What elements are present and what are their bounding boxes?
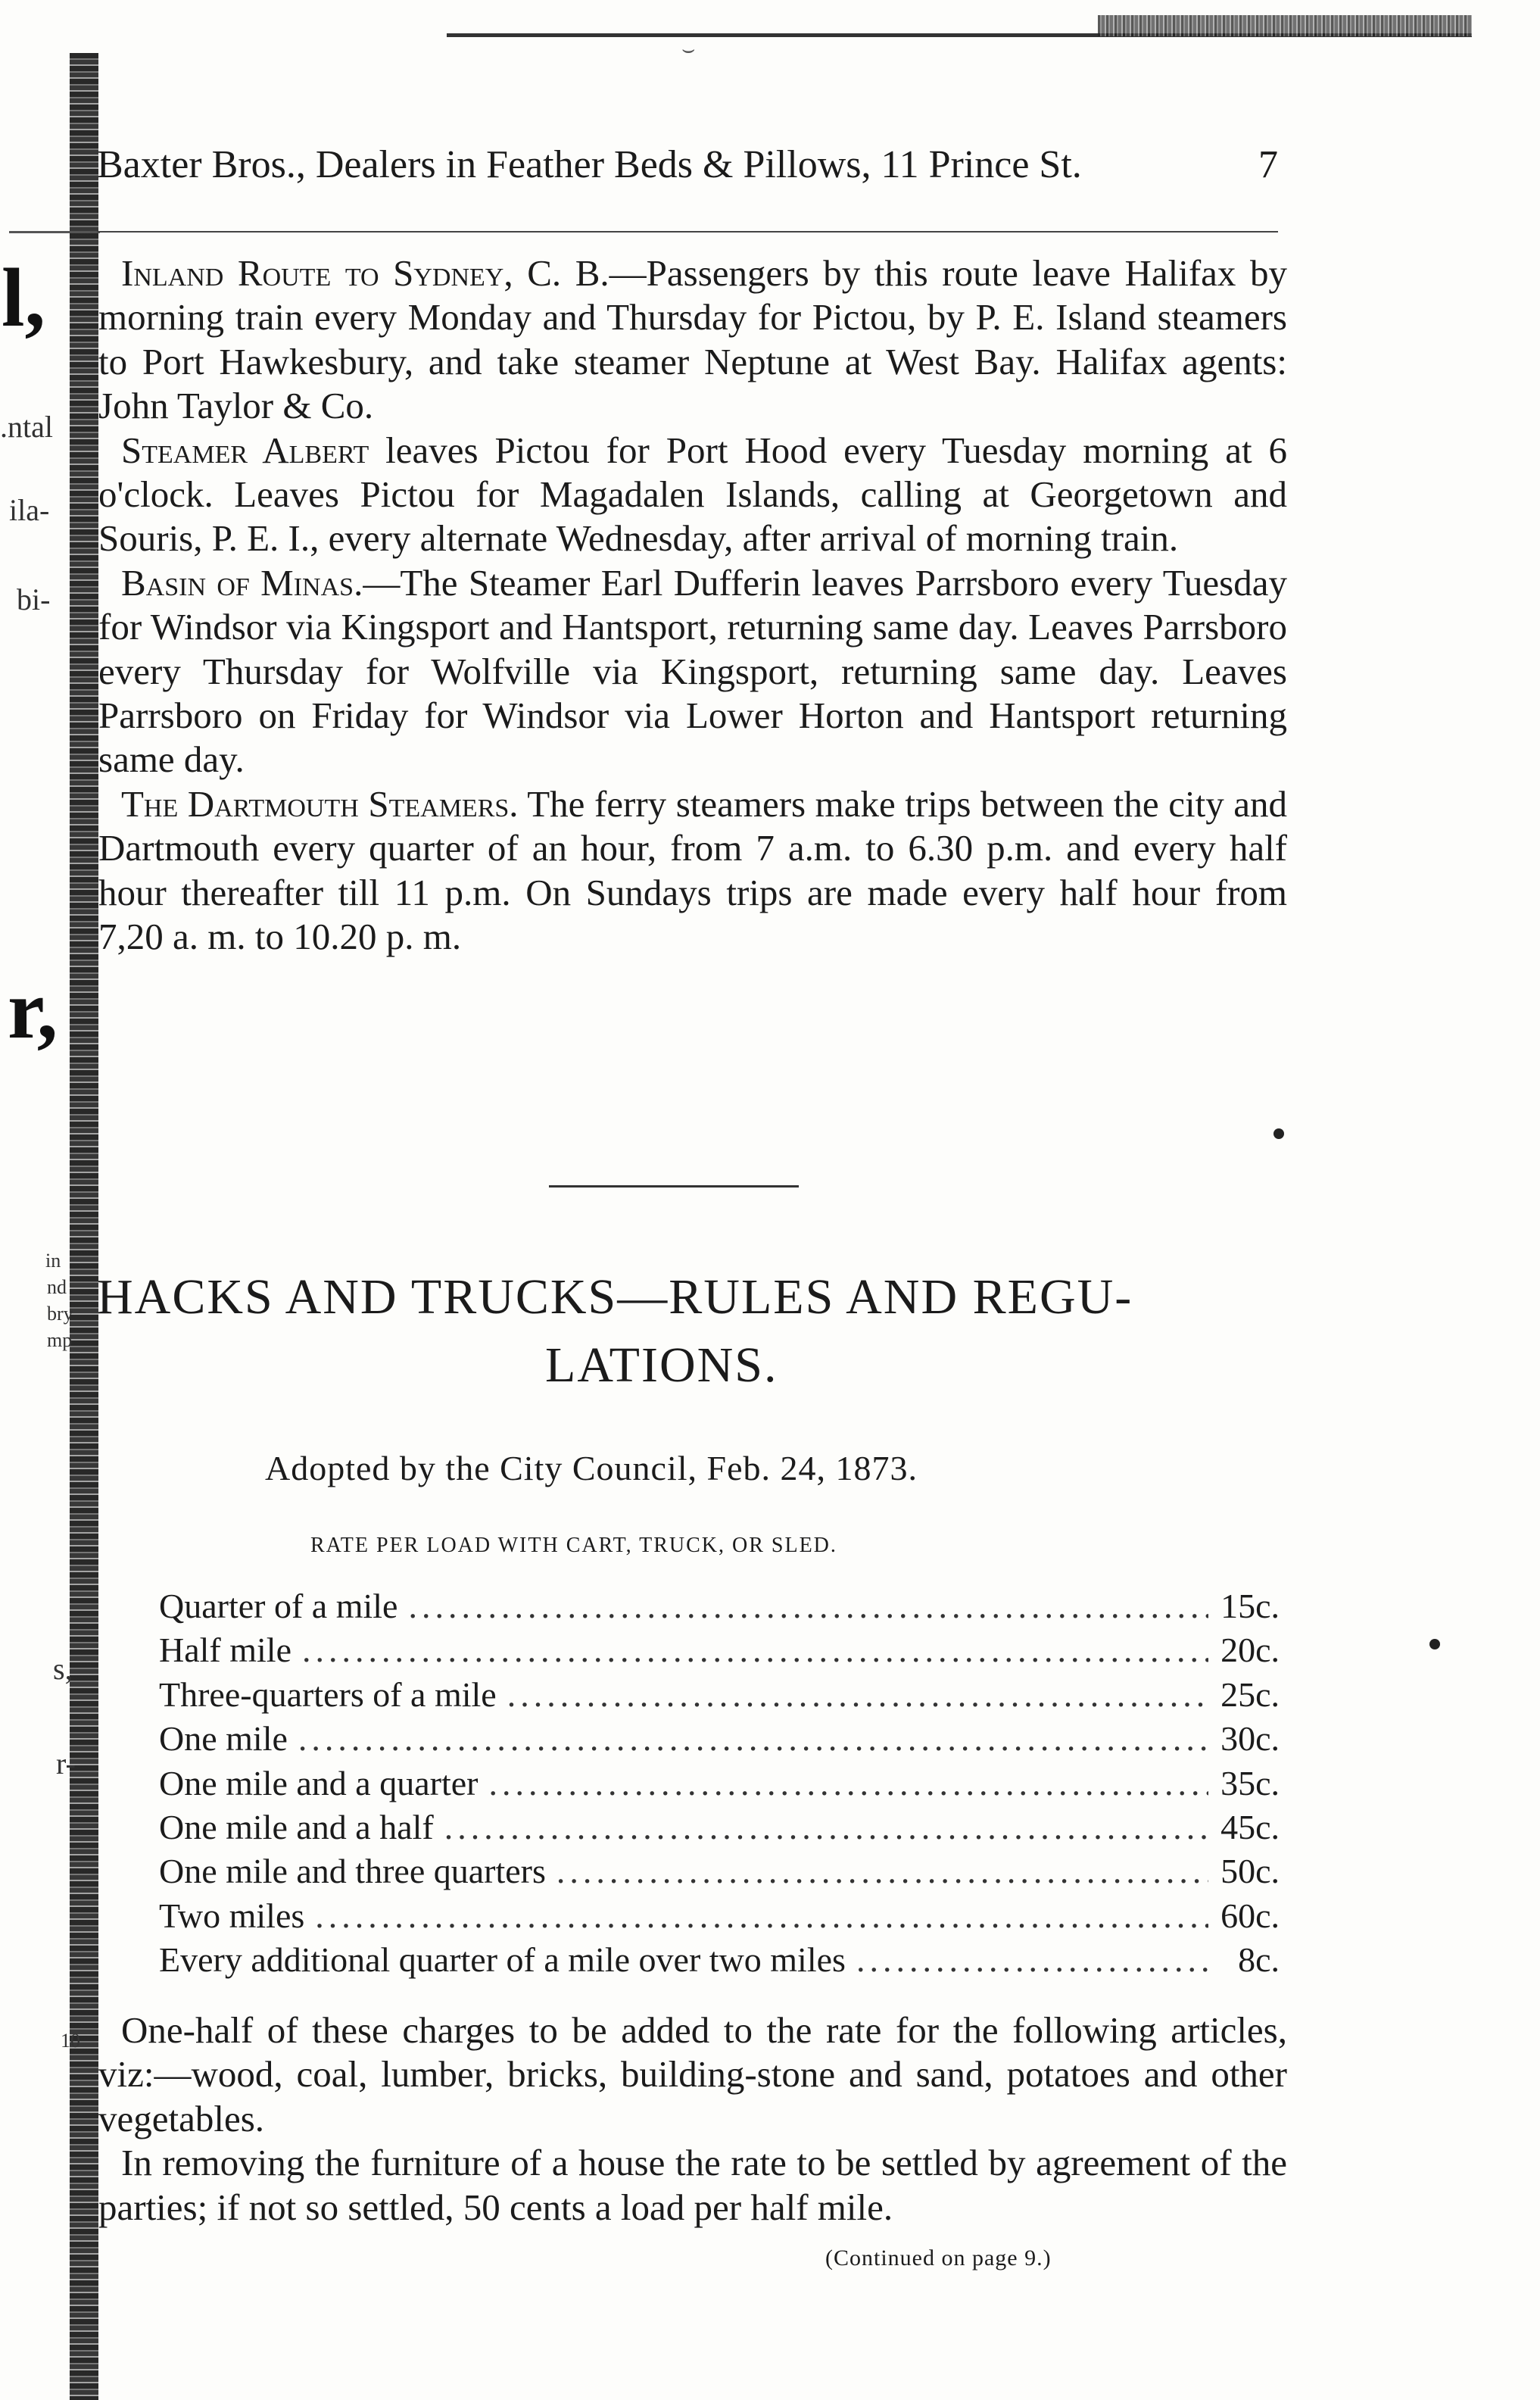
rate-table-heading: RATE PER LOAD WITH CART, TRUCK, OR SLED. [310,1534,837,1557]
rate-notes [98,2008,1287,2230]
routes-section [98,251,1287,960]
leader-dots [556,1851,1208,1891]
route-text: leaves Pictou for Port Hood every Tuesday morning at 6 o'clock. Leaves Pictou for Magadalen Islands, calling at Georgetown and Souris, P. E. I., every alternate Wednesday, after arrival of morning train. [98,429,1287,560]
top-torn-edge [1098,15,1472,36]
margin-fragment: .ntal [0,410,53,444]
leader-dots [856,1940,1208,1980]
route-paragraph [98,561,1287,782]
continued-notice: (Continued on page 9.) [825,2246,1052,2270]
rate-table [159,1586,1280,1984]
note-paragraph: In removing the furniture of a house the rate to be settled by agreement of the parties; if not so settled, 50 cents a load per half mile. [98,2142,1287,2228]
running-header [97,142,1278,187]
rate-label: One mile and a half [159,1807,434,1846]
route-paragraph [98,251,1287,429]
rate-price: 15c. [1220,1587,1280,1625]
margin-fragment: r, [8,963,58,1056]
route-text: —The Steamer Earl Dufferin leaves Parrsboro every Tuesday for Windsor via Kingsport and Hantsport, returning same day. Leaves Parrsboro every Thursday for Wolfville via Kingsport, returning same day. Leaves Parrsboro on Friday for Windsor via Lower Horton and Hantsport returning same day. [98,561,1287,781]
route-text: —Passengers by this route leave Halifax by morning train every Monday and Thursday for Pictou, by P. E. Island steamers to Port Hawkesbury, and take steamer Neptune at West Bay. Halifax agents: John Taylor & Co. [98,252,1287,427]
leader-dots [298,1718,1208,1759]
margin-fragment: 10 [61,2030,80,2052]
section-separator [549,1185,799,1188]
rate-row [159,1896,1280,1940]
ink-blot [1429,1639,1440,1649]
rate-price: 50c. [1220,1852,1280,1891]
rate-row [159,1674,1280,1718]
margin-fragment: ila- [9,493,50,527]
margin-fragment: l, [2,251,46,344]
header-advertisement: Baxter Bros., Dealers in Feather Beds & Pillows, 11 Prince St. [97,143,1082,186]
margin-fragment: nd [47,1276,67,1298]
page-number: 7 [1258,143,1278,186]
rate-label: Every additional quarter of a mile over two miles [159,1940,846,1980]
route-heading: The Dartmouth Steamers. [121,782,519,825]
rate-label: Quarter of a mile [159,1587,398,1625]
rate-row [159,1807,1280,1851]
header-rule [97,231,1278,233]
route-paragraph [98,429,1287,561]
section-title-line1: HACKS AND TRUCKS—RULES AND REGU- [97,1269,1133,1325]
leader-dots [315,1896,1208,1936]
note-paragraph: One-half of these charges to be added to the rate for the following articles, viz:—wood, coal, lumber, bricks, building-stone and sand, potatoes and other vegetables. [98,2009,1287,2139]
leader-dots [507,1674,1208,1715]
rate-label: Half mile [159,1631,291,1670]
route-heading: Steamer Albert [121,429,369,471]
rate-label: One mile and a quarter [159,1763,479,1802]
margin-fragment: s, [53,1652,73,1686]
rate-row [159,1940,1280,1983]
route-text: The ferry steamers make trips between the city and Dartmouth every quarter of an hour, from 7 a.m. to 6.30 p.m. and every half hour thereafter till 11 p.m. On Sundays trips are made every half hour from 7,20 a. m. to 10.20 p. m. [98,782,1287,958]
rate-row [159,1718,1280,1762]
rate-price: 60c. [1220,1896,1280,1935]
rate-price: 20c. [1220,1631,1280,1670]
adoption-note: Adopted by the City Council, Feb. 24, 1873. [265,1449,918,1487]
rate-row [159,1763,1280,1807]
rate-price: 25c. [1220,1674,1280,1714]
rate-label: One mile [159,1719,288,1759]
rate-label: Two miles [159,1896,305,1935]
route-paragraph [98,782,1287,960]
top-ornament: ⌣ [681,36,696,61]
rate-label: Three-quarters of a mile [159,1674,497,1714]
rate-price: 8c. [1238,1940,1280,1980]
route-heading: Basin of Minas. [121,561,363,604]
leader-dots [444,1807,1208,1847]
rate-row [159,1586,1280,1630]
route-heading: Inland Route to Sydney, C. B. [121,252,609,294]
rate-price: 30c. [1220,1719,1280,1759]
margin-fragment: bry [47,1303,73,1325]
margin-fragment: bi- [17,582,51,616]
rate-price: 45c. [1220,1807,1280,1846]
leader-dots [408,1586,1208,1626]
ink-blot [1273,1128,1284,1139]
section-title-line2: LATIONS. [545,1337,778,1393]
rate-price: 35c. [1220,1763,1280,1802]
margin-fragment: r- [56,1746,76,1780]
rate-row [159,1851,1280,1895]
margin-fragment: mp [47,1329,73,1351]
margin-rule [9,231,100,233]
leader-dots [488,1763,1208,1803]
margin-fragment: in [45,1250,61,1272]
rate-label: One mile and three quarters [159,1852,546,1891]
rate-row [159,1630,1280,1674]
leader-dots [302,1630,1208,1670]
